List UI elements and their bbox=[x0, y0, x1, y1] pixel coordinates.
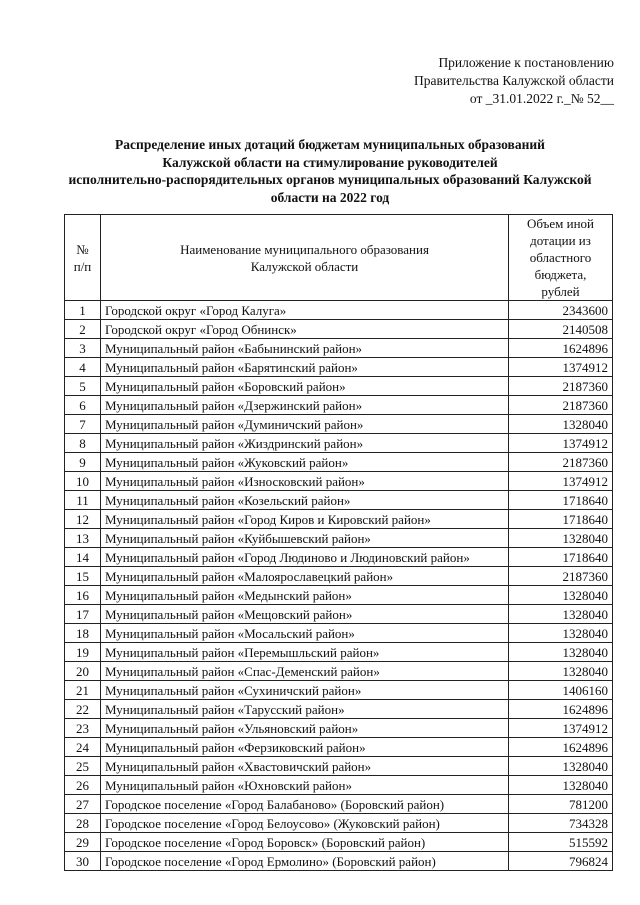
row-number: 1 bbox=[65, 301, 101, 320]
row-number: 6 bbox=[65, 396, 101, 415]
municipality-name: Муниципальный район «Дзержинский район» bbox=[101, 396, 509, 415]
row-number: 24 bbox=[65, 738, 101, 757]
row-number: 7 bbox=[65, 415, 101, 434]
row-number: 19 bbox=[65, 643, 101, 662]
table-row bbox=[65, 567, 613, 586]
table-row bbox=[65, 339, 613, 358]
row-number: 8 bbox=[65, 434, 101, 453]
table-row bbox=[65, 643, 613, 662]
subsidy-amount: 1328040 bbox=[509, 624, 613, 643]
row-number: 14 bbox=[65, 548, 101, 567]
subsidy-amount: 1406160 bbox=[509, 681, 613, 700]
subsidy-amount: 2140508 bbox=[509, 320, 613, 339]
table-row bbox=[65, 624, 613, 643]
municipality-name: Муниципальный район «Город Киров и Кировский район» bbox=[101, 510, 509, 529]
table-row bbox=[65, 529, 613, 548]
subsidy-amount: 1718640 bbox=[509, 510, 613, 529]
subsidy-amount: 781200 bbox=[509, 795, 613, 814]
subsidy-amount: 2187360 bbox=[509, 377, 613, 396]
subsidy-amount: 1718640 bbox=[509, 491, 613, 510]
municipality-name: Муниципальный район «Мосальский район» bbox=[101, 624, 509, 643]
subsidy-amount: 1328040 bbox=[509, 776, 613, 795]
subsidy-table bbox=[64, 214, 613, 871]
subsidy-amount: 1718640 bbox=[509, 548, 613, 567]
title-line-3: исполнительно-распорядительных органов муниципальных образований Калужской bbox=[68, 172, 592, 187]
table-row bbox=[65, 548, 613, 567]
subsidy-amount: 796824 bbox=[509, 852, 613, 871]
row-number: 28 bbox=[65, 814, 101, 833]
municipality-name: Муниципальный район «Барятинский район» bbox=[101, 358, 509, 377]
table-row bbox=[65, 681, 613, 700]
row-number: 13 bbox=[65, 529, 101, 548]
row-number: 23 bbox=[65, 719, 101, 738]
municipality-name: Муниципальный район «Ульяновский район» bbox=[101, 719, 509, 738]
row-number: 20 bbox=[65, 662, 101, 681]
subsidy-amount: 1328040 bbox=[509, 415, 613, 434]
table-row bbox=[65, 301, 613, 320]
table-row bbox=[65, 719, 613, 738]
table-row bbox=[65, 396, 613, 415]
row-number: 15 bbox=[65, 567, 101, 586]
table-body bbox=[65, 301, 613, 871]
title-line-4: области на 2022 год bbox=[270, 189, 390, 205]
municipality-name: Городское поселение «Город Боровск» (Боровский район) bbox=[101, 833, 509, 852]
row-number: 21 bbox=[65, 681, 101, 700]
row-number: 30 bbox=[65, 852, 101, 871]
municipality-name: Муниципальный район «Бабынинский район» bbox=[101, 339, 509, 358]
row-number: 27 bbox=[65, 795, 101, 814]
subsidy-amount: 2187360 bbox=[509, 567, 613, 586]
municipality-name: Городское поселение «Город Белоусово» (Жуковский район) bbox=[101, 814, 509, 833]
table-row bbox=[65, 776, 613, 795]
subsidy-amount: 734328 bbox=[509, 814, 613, 833]
row-number: 9 bbox=[65, 453, 101, 472]
municipality-name: Городской округ «Город Калуга» bbox=[101, 301, 509, 320]
table-row bbox=[65, 453, 613, 472]
table-row bbox=[65, 491, 613, 510]
subsidy-amount: 1374912 bbox=[509, 358, 613, 377]
municipality-name: Муниципальный район «Малоярославецкий район» bbox=[101, 567, 509, 586]
municipality-name: Городское поселение «Город Ермолино» (Боровский район) bbox=[101, 852, 509, 871]
row-number: 22 bbox=[65, 700, 101, 719]
municipality-name: Муниципальный район «Спас-Деменский район» bbox=[101, 662, 509, 681]
municipality-name: Муниципальный район «Козельский район» bbox=[101, 491, 509, 510]
row-number: 3 bbox=[65, 339, 101, 358]
municipality-name: Городской округ «Город Обнинск» bbox=[101, 320, 509, 339]
title-line-2: Калужской области на стимулирование руководителей bbox=[162, 154, 498, 170]
subsidy-amount: 1328040 bbox=[509, 643, 613, 662]
municipality-name: Муниципальный район «Мещовский район» bbox=[101, 605, 509, 624]
subsidy-amount: 1624896 bbox=[509, 700, 613, 719]
row-number: 12 bbox=[65, 510, 101, 529]
table-row bbox=[65, 795, 613, 814]
appendix-line-2: Правительства Калужской области bbox=[413, 73, 614, 88]
subsidy-amount: 1328040 bbox=[509, 529, 613, 548]
municipality-name: Муниципальный район «Жуковский район» bbox=[101, 453, 509, 472]
row-number: 16 bbox=[65, 586, 101, 605]
municipality-name: Муниципальный район «Юхновский район» bbox=[101, 776, 509, 795]
municipality-name: Муниципальный район «Сухиничский район» bbox=[101, 681, 509, 700]
municipality-name: Муниципальный район «Ферзиковский район» bbox=[101, 738, 509, 757]
municipality-name: Муниципальный район «Медынский район» bbox=[101, 586, 509, 605]
appendix-line-3: от _31.01.2022 г._№ 52__ bbox=[469, 91, 614, 106]
table-row bbox=[65, 320, 613, 339]
table-row bbox=[65, 586, 613, 605]
table-row bbox=[65, 472, 613, 491]
appendix-line-1: Приложение к постановлению bbox=[438, 55, 614, 70]
subsidy-amount: 1328040 bbox=[509, 757, 613, 776]
municipality-name: Городское поселение «Город Балабаново» (Боровский район) bbox=[101, 795, 509, 814]
subsidy-amount: 1374912 bbox=[509, 719, 613, 738]
table-row bbox=[65, 814, 613, 833]
table-row bbox=[65, 415, 613, 434]
municipality-name: Муниципальный район «Хвастовичский район» bbox=[101, 757, 509, 776]
municipality-name: Муниципальный район «Боровский район» bbox=[101, 377, 509, 396]
row-number: 2 bbox=[65, 320, 101, 339]
table-row bbox=[65, 700, 613, 719]
document-title bbox=[40, 136, 620, 206]
subsidy-amount: 1328040 bbox=[509, 605, 613, 624]
title-line-1: Распределение иных дотаций бюджетам муниципальных образований bbox=[115, 137, 545, 152]
subsidy-amount: 2343600 bbox=[509, 301, 613, 320]
municipality-name: Муниципальный район «Жиздринский район» bbox=[101, 434, 509, 453]
subsidy-amount: 2187360 bbox=[509, 453, 613, 472]
row-number: 11 bbox=[65, 491, 101, 510]
table-row bbox=[65, 662, 613, 681]
subsidy-amount: 1624896 bbox=[509, 738, 613, 757]
table-row bbox=[65, 833, 613, 852]
municipality-name: Муниципальный район «Город Людиново и Людиновский район» bbox=[101, 548, 509, 567]
row-number: 4 bbox=[65, 358, 101, 377]
subsidy-amount: 1624896 bbox=[509, 339, 613, 358]
subsidy-amount: 1328040 bbox=[509, 586, 613, 605]
row-number: 10 bbox=[65, 472, 101, 491]
row-number: 18 bbox=[65, 624, 101, 643]
header-municipality-name: Наименование муниципального образования Калужской области bbox=[101, 215, 509, 301]
table-row bbox=[65, 358, 613, 377]
municipality-name: Муниципальный район «Перемышльский район» bbox=[101, 643, 509, 662]
table-row bbox=[65, 377, 613, 396]
subsidy-amount: 1374912 bbox=[509, 434, 613, 453]
subsidy-amount: 1374912 bbox=[509, 472, 613, 491]
appendix-reference bbox=[414, 54, 614, 108]
table-header-row bbox=[65, 215, 613, 301]
table-row bbox=[65, 605, 613, 624]
municipality-name: Муниципальный район «Думиничский район» bbox=[101, 415, 509, 434]
subsidy-amount: 2187360 bbox=[509, 396, 613, 415]
row-number: 26 bbox=[65, 776, 101, 795]
header-number: № п/п bbox=[65, 215, 101, 301]
row-number: 25 bbox=[65, 757, 101, 776]
row-number: 17 bbox=[65, 605, 101, 624]
row-number: 5 bbox=[65, 377, 101, 396]
subsidy-amount: 515592 bbox=[509, 833, 613, 852]
subsidy-amount: 1328040 bbox=[509, 662, 613, 681]
row-number: 29 bbox=[65, 833, 101, 852]
table-row bbox=[65, 738, 613, 757]
table-row bbox=[65, 510, 613, 529]
municipality-name: Муниципальный район «Тарусский район» bbox=[101, 700, 509, 719]
table-row bbox=[65, 757, 613, 776]
table-row bbox=[65, 852, 613, 871]
table-row bbox=[65, 434, 613, 453]
municipality-name: Муниципальный район «Куйбышевский район» bbox=[101, 529, 509, 548]
municipality-name: Муниципальный район «Износковский район» bbox=[101, 472, 509, 491]
header-amount: Объем иной дотации из областного бюджета, рублей bbox=[509, 215, 613, 301]
